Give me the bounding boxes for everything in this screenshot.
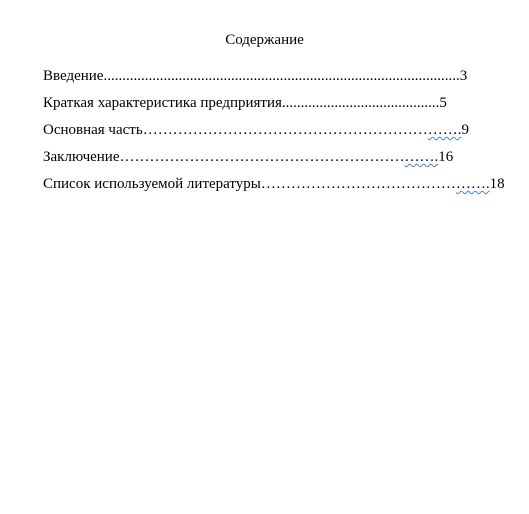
toc-leader: ………………………………………………… (142, 122, 428, 138)
toc-entry-introduction (43, 67, 467, 85)
toc-leader: ………………………………………………… (119, 149, 405, 165)
toc-leader: .......................................... (281, 95, 440, 111)
toc-entry-references (43, 175, 505, 193)
toc-entry-text: Список используемой литературы (43, 176, 261, 192)
toc-leader: ………………………………… (260, 176, 456, 192)
toc-leader: ............................................................................................... (103, 68, 460, 84)
toc-entry-main-part (43, 121, 469, 139)
toc-page-number: 9 (461, 122, 469, 138)
toc-page-number: 16 (438, 149, 454, 165)
toc-entry-company-description (43, 94, 447, 112)
toc-leader-spellcheck-mark: ……. (427, 122, 462, 138)
toc-page-number: 3 (459, 68, 468, 84)
toc-page-number: 5 (439, 95, 447, 111)
toc-entry-text: Введение (43, 68, 104, 84)
page-title: Содержание (225, 32, 304, 48)
toc-leader-spellcheck-mark: ……. (404, 149, 439, 165)
toc-entry-text: Краткая характеристика предприятия (43, 95, 282, 111)
toc-leader-spellcheck-mark: ……. (455, 176, 490, 192)
toc-entry-conclusion (43, 148, 453, 166)
toc-page-number: 18 (489, 176, 505, 192)
toc-entry-text: Заключение (43, 149, 120, 165)
toc-entry-text: Основная часть (43, 122, 143, 138)
